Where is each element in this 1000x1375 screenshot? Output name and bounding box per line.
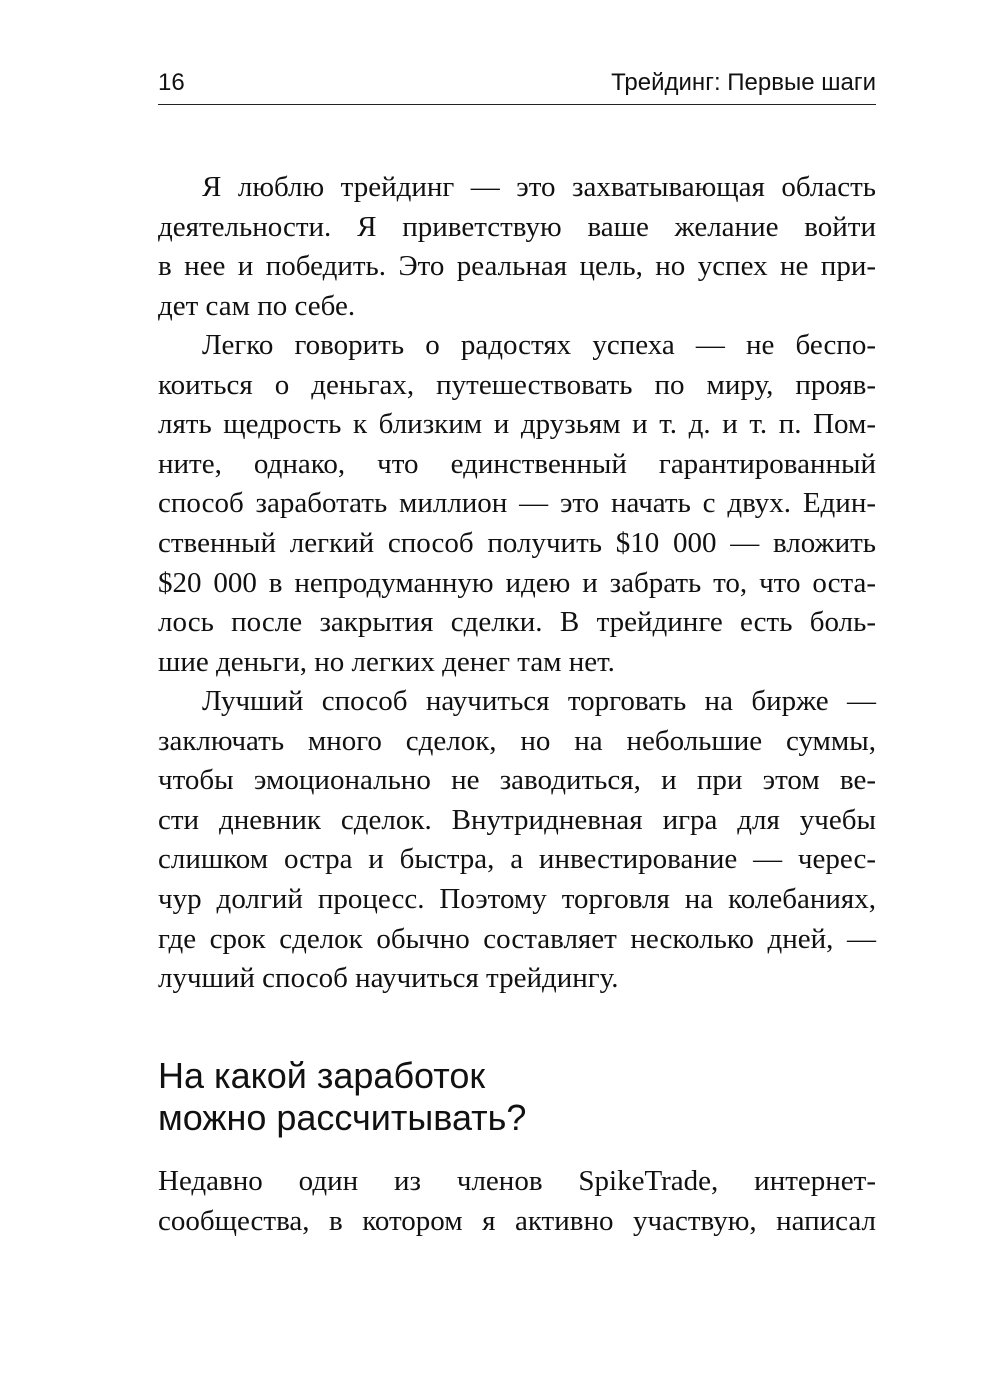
paragraph-2 bbox=[158, 326, 876, 682]
paragraph-line: лучший способ научиться трейдингу. bbox=[158, 962, 619, 995]
running-title: Трейдинг: Первые шаги bbox=[611, 69, 876, 96]
paragraph-line: в нее и победить. Это реальная цель, но успех не при- bbox=[158, 250, 876, 283]
paragraph-line: Недавно один из членов SpikeTrade, интернет- bbox=[158, 1165, 876, 1197]
section-paragraph bbox=[158, 1162, 876, 1241]
paragraph-line: деятельности. Я приветствую ваше желание войти bbox=[158, 210, 876, 243]
paragraph-line: сообщества, в котором я активно участвую, написал bbox=[158, 1204, 876, 1237]
paragraph-line: чтобы эмоционально не заводиться, и при этом ве- bbox=[158, 764, 876, 797]
paragraph-3 bbox=[158, 682, 876, 999]
paragraph-line: шие деньги, но легких денег там нет. bbox=[158, 645, 615, 678]
paragraph-line: лять щедрость к близким и друзьям и т. д. и т. п. Пом- bbox=[158, 408, 876, 441]
paragraph-line: заключать много сделок, но на небольшие суммы, bbox=[158, 724, 876, 757]
heading-line: можно рассчитывать? bbox=[158, 1097, 527, 1138]
paragraph-line: где срок сделок обычно составляет несколько дней, — bbox=[158, 922, 876, 955]
section-heading bbox=[158, 1055, 876, 1139]
paragraph-line: способ заработать миллион — это начать с двух. Един- bbox=[158, 487, 876, 520]
heading-line: На какой заработок bbox=[158, 1055, 486, 1096]
paragraph-line: Я люблю трейдинг — это захватывающая область bbox=[202, 171, 876, 203]
paragraph-line: $20 000 в непродуманную идею и забрать то, что оста- bbox=[158, 566, 876, 599]
paragraph-line: ните, однако, что единственный гарантированный bbox=[158, 447, 876, 480]
paragraph-line: коиться о деньгах, путешествовать по миру, прояв- bbox=[158, 368, 876, 401]
page-number: 16 bbox=[158, 69, 185, 96]
header-rule bbox=[158, 104, 876, 105]
paragraph-line: слишком остра и быстра, а инвестирование — черес- bbox=[158, 843, 876, 876]
paragraph-1 bbox=[158, 168, 876, 326]
paragraph-line: ственный легкий способ получить $10 000 — вложить bbox=[158, 526, 876, 559]
paragraph-line: дет сам по себе. bbox=[158, 289, 356, 322]
paragraph-line: Легко говорить о радостях успеха — не беспо- bbox=[202, 329, 876, 361]
paragraph-line: Лучший способ научиться торговать на бирже — bbox=[202, 685, 876, 717]
paragraph-line: чур долгий процесс. Поэтому торговля на колебаниях, bbox=[158, 882, 876, 915]
paragraph-line: лось после закрытия сделки. В трейдинге есть боль- bbox=[158, 606, 876, 639]
paragraph-line: сти дневник сделок. Внутридневная игра для учебы bbox=[158, 803, 876, 836]
